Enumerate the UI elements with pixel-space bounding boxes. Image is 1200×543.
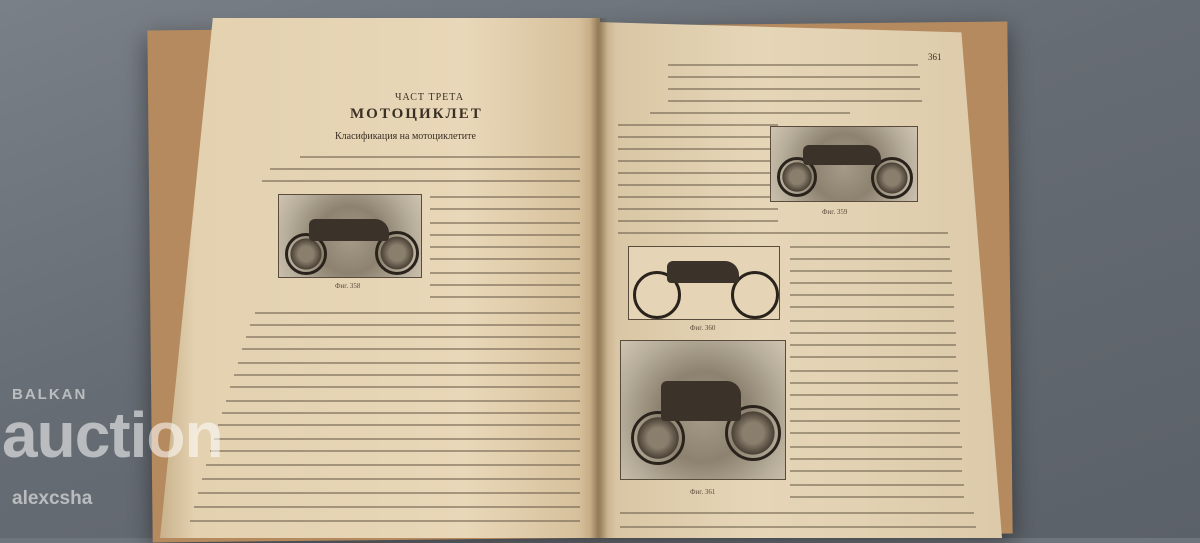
racing-motorcycle-illustration xyxy=(628,246,780,320)
figure-caption-left: Фиг. 358 xyxy=(335,282,361,290)
left-page xyxy=(160,18,600,538)
book-gutter xyxy=(590,18,608,538)
watermark-username: alexcsha xyxy=(12,488,93,509)
motorcycle-sidecar-photo xyxy=(620,340,786,480)
page-number: 361 xyxy=(928,52,942,62)
section-subtitle: Класификация на мотоциклетите xyxy=(335,131,476,142)
watermark-brand-main: auction xyxy=(2,399,223,471)
motorcycle-photo-top-right xyxy=(770,126,918,202)
motorcycle-photo-left xyxy=(278,194,422,278)
figure-caption-359: Фиг. 359 xyxy=(822,208,848,216)
part-heading: ЧАСТ ТРЕТА xyxy=(395,92,465,103)
chapter-title: МОТОЦИКЛЕТ xyxy=(350,106,483,122)
figure-caption-360: Фиг. 360 xyxy=(690,324,716,332)
watermark-brand-top: BALKAN xyxy=(12,386,88,403)
figure-caption-361: Фиг. 361 xyxy=(690,488,716,496)
